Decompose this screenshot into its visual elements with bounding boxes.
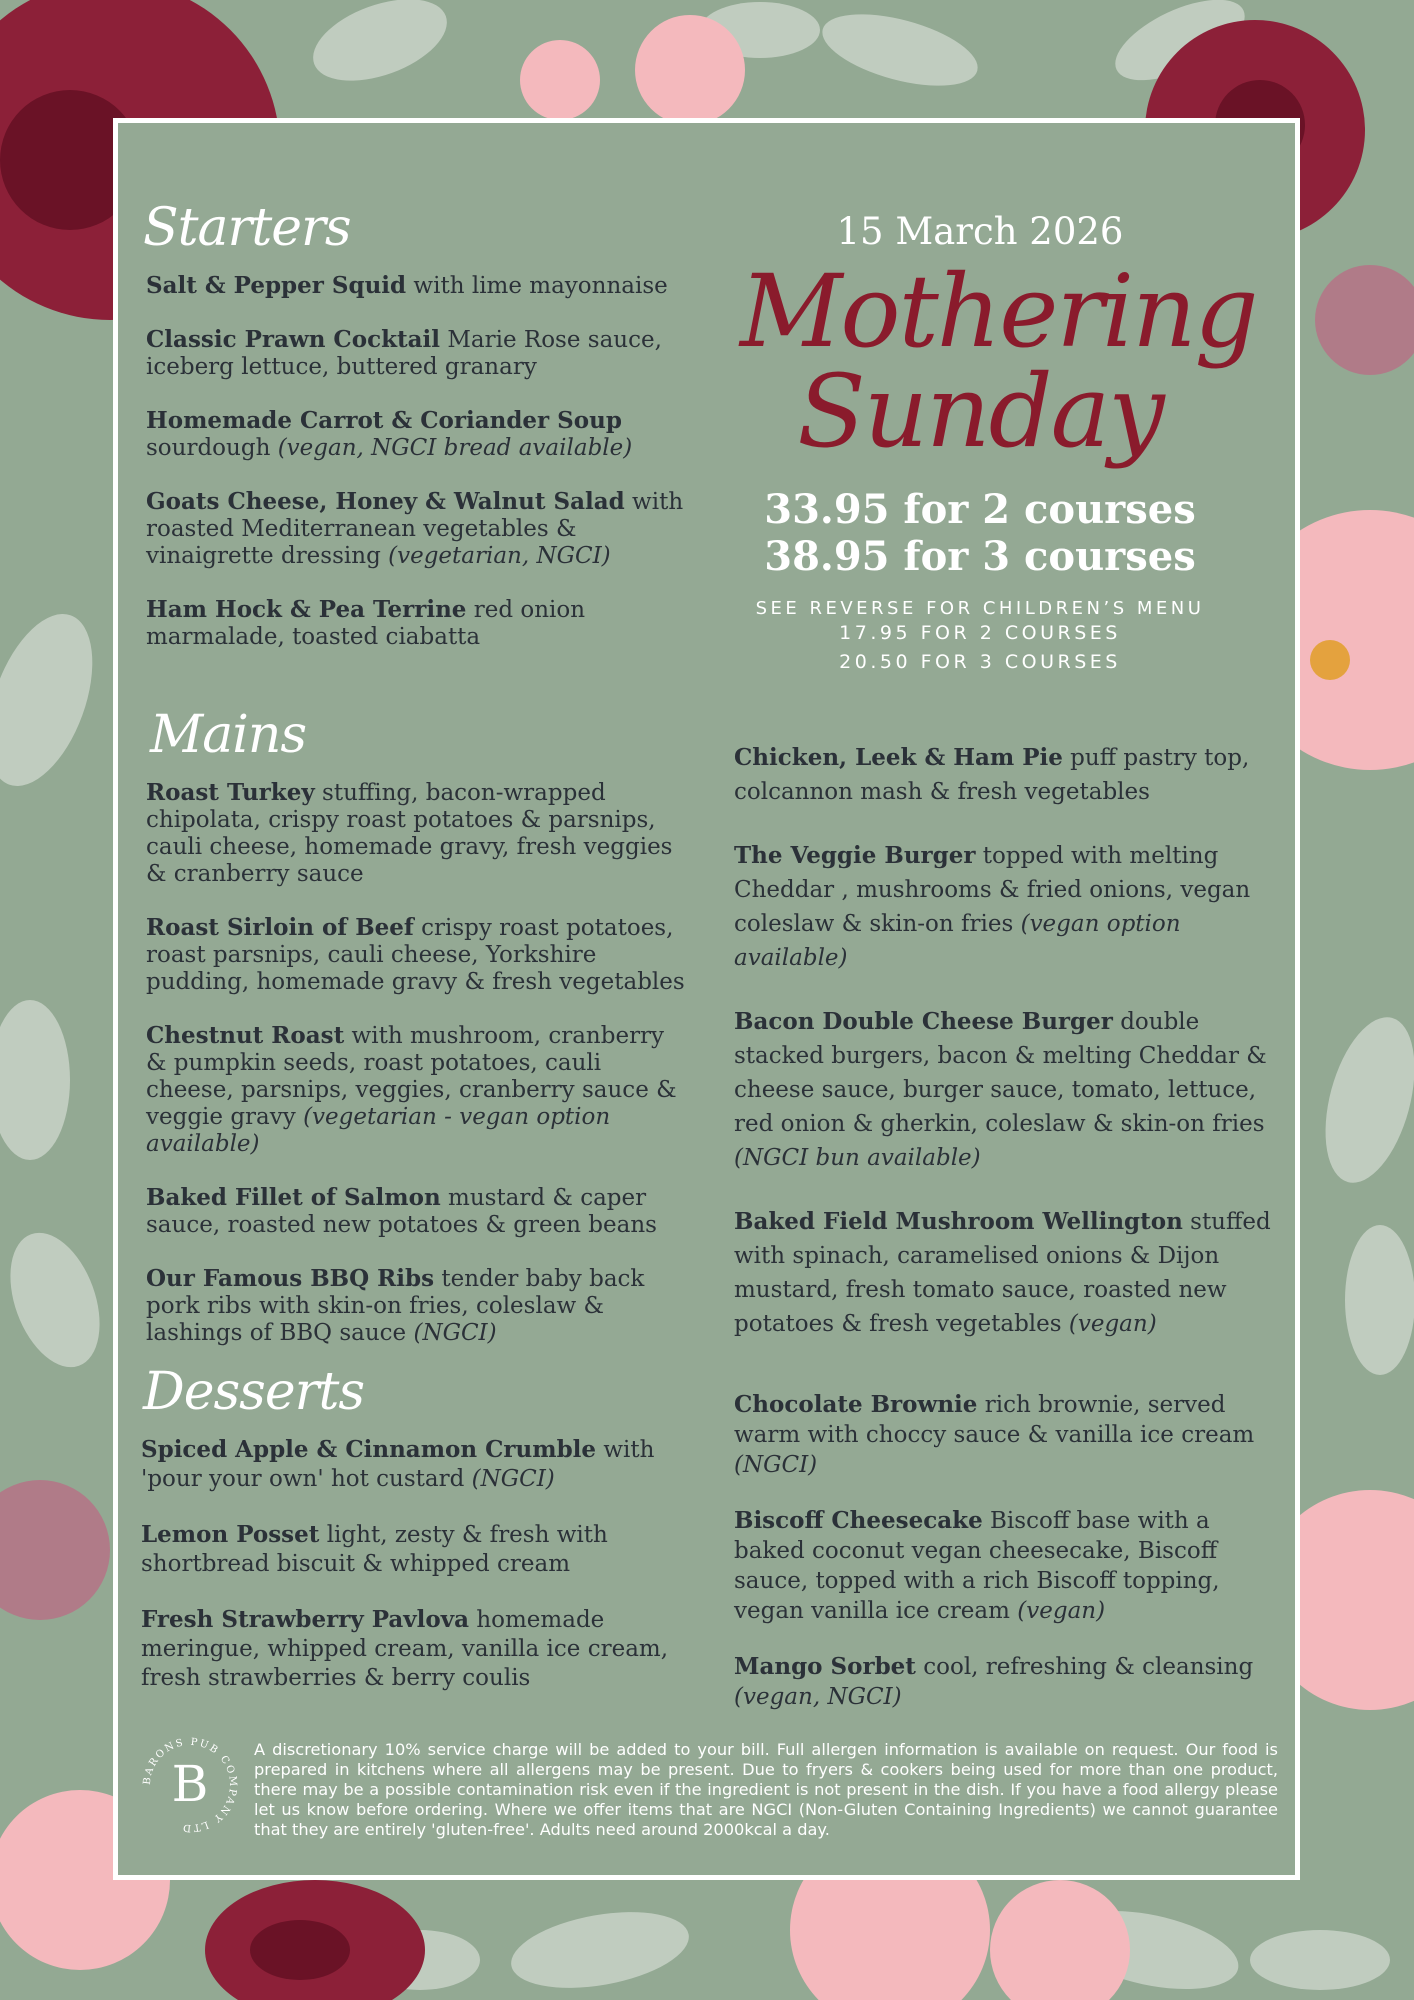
menu-item [146,1265,691,1347]
dish-dietary-note: (vegetarian, NGCI) [388,543,611,569]
menu-item [734,1506,1279,1626]
price-2-courses: 33.95 for 2 courses [764,486,1196,533]
dish-description: Biscoff base with a baked coconut vegan cheesecake, Biscoff sauce, topped with a rich Biscoff topping, vegan vanilla ice cream [734,1508,1220,1624]
menu-item [146,914,691,996]
starters-heading: Starters [143,198,351,258]
dish-name: Goats Cheese, Honey & Walnut Salad [146,488,625,515]
dish-name: Lemon Posset [141,1521,320,1548]
menu-item [146,1184,691,1239]
menu-item [146,779,691,888]
dish-dietary-note: (NGCI) [413,1320,497,1346]
dish-description: sourdough [146,435,278,461]
dish-dietary-note: (vegan) [1017,1598,1106,1624]
dish-dietary-note: (NGCI) [471,1466,555,1492]
menu-item [141,1435,686,1494]
barons-logo [140,1735,240,1835]
dish-name: Biscoff Cheesecake [734,1507,983,1534]
desserts-right-list [734,1390,1279,1738]
dish-name: Ham Hock & Pea Terrine [146,596,467,623]
dish-name: Roast Sirloin of Beef [146,914,414,941]
dish-description: rich brownie, served warm with choccy sauce & vanilla ice cream [734,1392,1255,1448]
menu-item [734,1390,1279,1480]
dish-description: homemade meringue, whipped cream, vanilla ice cream, fresh strawberries & berry coulis [141,1607,669,1691]
mains-right-list [734,741,1274,1371]
dish-name: The Veggie Burger [734,842,976,869]
logo-letter: B [171,1755,209,1813]
allergen-disclaimer: A discretionary 10% service charge will be added to your bill. Full allergen information is available on request. Our food is prepared in kitchens where all allergens may be present. Due to fryers & cookers being used for more than one product, there may be a possible contamination risk even if the ingredient is not present in the dish. If you have a food allergy please let us know before ordering. Where we offer items that are NGCI (Non-Gluten Containing Ingredients) we cannot guarantee that they are entirely 'gluten-free'. Adults need around 2000kcal a day. [254,1740,1278,1839]
dish-name: Fresh Strawberry Pavlova [141,1606,470,1633]
desserts-left-list [141,1435,686,1719]
menu-item [734,1005,1274,1175]
dish-name: Baked Field Mushroom Wellington [734,1208,1183,1235]
dish-name: Chestnut Roast [146,1022,345,1049]
dish-dietary-note: (NGCI) [734,1452,818,1478]
event-date: 15 March 2026 [836,210,1124,253]
dish-name: Mango Sorbet [734,1653,916,1680]
menu-item [734,1652,1279,1712]
dish-name: Chocolate Brownie [734,1391,978,1418]
dish-description: mustard & caper sauce, roasted new potatoes & green beans [146,1185,657,1238]
dish-description: topped with melting Cheddar , mushrooms & fried onions, vegan coleslaw & skin-on fries [734,843,1251,937]
menu-item [734,839,1274,975]
logo-ring-text: BARONS PUB COMPANY LTD [141,1736,239,1834]
menu-item [141,1520,686,1579]
mains-heading: Mains [150,705,307,765]
menu-item [146,272,691,300]
dish-description: crispy roast potatoes, roast parsnips, cauli cheese, Yorkshire pudding, homemade gravy & fresh vegetables [146,915,685,995]
dish-name: Baked Fillet of Salmon [146,1184,441,1211]
dish-description: stuffed with spinach, caramelised onions & Dijon mustard, fresh tomato sauce, roasted new potatoes & fresh vegetables [734,1209,1271,1337]
dish-dietary-note: (vegetarian - vegan option available) [146,1104,611,1157]
dish-dietary-note: (vegan option available) [734,911,1181,971]
children-menu-note: SEE REVERSE FOR CHILDREN’S MENU [755,598,1205,619]
menu-item [146,596,691,651]
price-3-courses: 38.95 for 3 courses [764,533,1196,580]
title-line-2: Sunday [797,353,1163,470]
dish-dietary-note: (vegan, NGCI) [734,1684,902,1710]
dish-name: Spiced Apple & Cinnamon Crumble [141,1436,597,1463]
dish-name: Homemade Carrot & Coriander Soup [146,407,622,434]
desserts-heading: Desserts [143,1362,365,1422]
dish-name: Our Famous BBQ Ribs [146,1265,435,1292]
menu-item [146,326,691,381]
dish-description: stuffing, bacon-wrapped chipolata, crispy roast potatoes & parsnips, cauli cheese, homemade gravy, fresh veggies & cranberry sauce [146,780,673,887]
dish-name: Roast Turkey [146,779,315,806]
dish-name: Salt & Pepper Squid [146,272,407,299]
dish-description: Marie Rose sauce, iceberg lettuce, buttered granary [146,327,662,380]
menu-title [740,253,1257,470]
dish-description: light, zesty & fresh with shortbread biscuit & whipped cream [141,1522,608,1577]
starters-list [146,272,691,677]
dish-description: red onion marmalade, toasted ciabatta [146,597,586,650]
dish-description: with lime mayonnaise [406,273,668,299]
dish-name: Bacon Double Cheese Burger [734,1008,1113,1035]
dish-description: with mushroom, cranberry & pumpkin seeds, roast potatoes, cauli cheese, parsnips, veggies, cranberry sauce & veggie gravy [146,1023,677,1130]
dish-description: tender baby back pork ribs with skin-on fries, coleslaw & lashings of BBQ sauce [146,1266,645,1346]
mains-left-list [146,779,691,1373]
dish-description: double stacked burgers, bacon & melting Cheddar & cheese sauce, burger sauce, tomato, lettuce, red onion & gherkin, coleslaw & skin-on fries [734,1009,1267,1137]
menu-item [146,488,691,570]
menu-item [734,741,1274,809]
dish-dietary-note: (NGCI bun available) [734,1145,981,1171]
menu-item [146,407,691,462]
children-price-2: 17.95 FOR 2 COURSES [839,622,1121,644]
dish-name: Classic Prawn Cocktail [146,326,441,353]
title-line-1: Mothering [740,253,1257,370]
dish-description: cool, refreshing & cleansing [915,1654,1254,1680]
dish-dietary-note: (vegan, NGCI bread available) [277,435,633,461]
dish-description: with roasted Mediterranean vegetables & vinaigrette dressing [146,489,684,569]
menu-item [141,1605,686,1693]
dish-description: with 'pour your own' hot custard [141,1437,655,1492]
menu-item [734,1205,1274,1341]
dish-description: puff pastry top, colcannon mash & fresh vegetables [734,745,1250,805]
dish-dietary-note: (vegan) [1068,1311,1157,1337]
children-price-3: 20.50 FOR 3 COURSES [839,651,1121,673]
dish-name: Chicken, Leek & Ham Pie [734,744,1063,771]
menu-item [146,1022,691,1158]
